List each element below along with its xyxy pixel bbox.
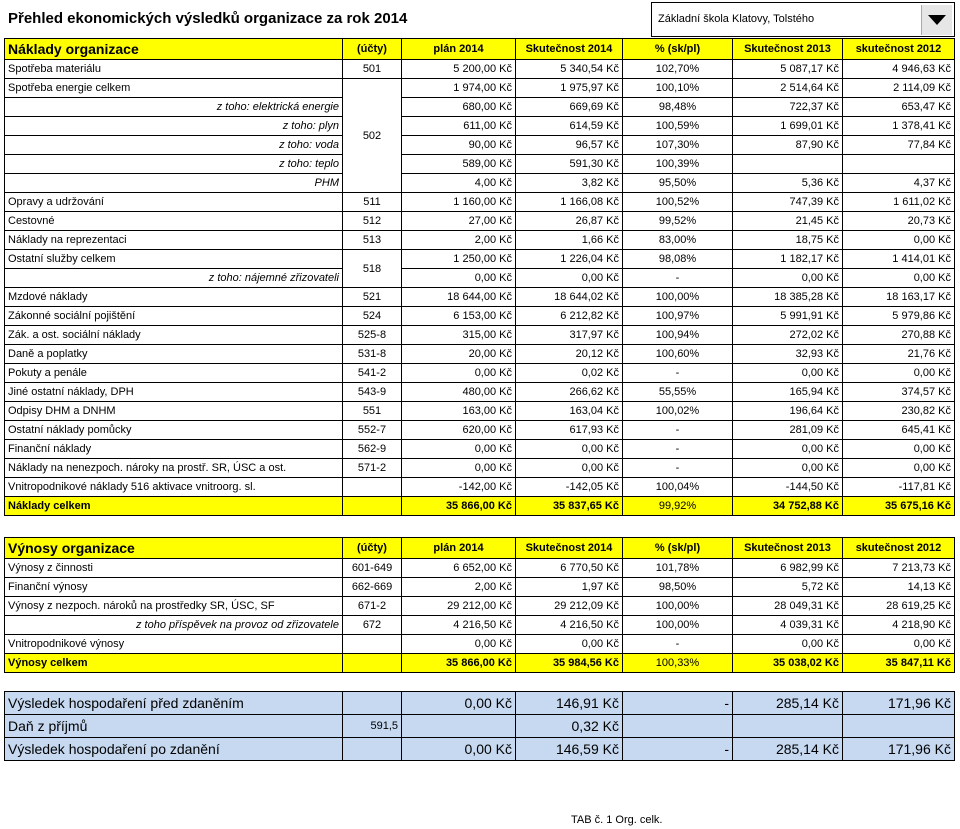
row-label: Finanční výnosy [5, 578, 343, 597]
table-row: z toho: teplo 589,00 Kč 591,30 Kč 100,39% [5, 155, 955, 174]
chevron-down-icon [928, 15, 946, 25]
col-actual-2013: Skutečnost 2013 [733, 39, 843, 60]
summary-row-after-tax: Výsledek hospodaření po zdanění 0,00 Kč 146,59 Kč - 285,14 Kč 171,96 Kč [5, 738, 955, 761]
table-row: Mzdové náklady 521 18 644,00 Kč 18 644,02 Kč 100,00% 18 385,28 Kč 18 163,17 Kč [5, 288, 955, 307]
row-label: Daně a poplatky [5, 345, 343, 364]
col-percent: % (sk/pl) [623, 39, 733, 60]
row-label: Zákonné sociální pojištění [5, 307, 343, 326]
row-label: Odpisy DHM a DNHM [5, 402, 343, 421]
costs-section-title: Náklady organizace [5, 39, 343, 60]
col-accounts: (účty) [343, 39, 402, 60]
table-row: Odpisy DHM a DNHM 551 163,00 Kč 163,04 Kč 100,02% 196,64 Kč 230,82 Kč [5, 402, 955, 421]
table-row: Spotřeba energie celkem 502 1 974,00 Kč 1 975,97 Kč 100,10% 2 514,64 Kč 2 114,09 Kč [5, 79, 955, 98]
table-row: z toho: voda 90,00 Kč 96,57 Kč 107,30% 87,90 Kč 77,84 Kč [5, 136, 955, 155]
table-row: Opravy a udržování 511 1 160,00 Kč 1 166,08 Kč 100,52% 747,39 Kč 1 611,02 Kč [5, 193, 955, 212]
row-label: Výnosy celkem [5, 654, 343, 673]
table-row: Náklady na reprezentaci 513 2,00 Kč 1,66 Kč 83,00% 18,75 Kč 0,00 Kč [5, 231, 955, 250]
costs-table [4, 38, 955, 516]
table-row: Vnitropodnikové náklady 516 aktivace vnitroorg. sl. -142,00 Kč -142,05 Kč 100,04% -144,50 Kč -117,81 Kč [5, 478, 955, 497]
row-label: Spotřeba materiálu [5, 60, 343, 79]
row-label: Náklady na nenezpoch. nároky na prostř. SR, ÚSC a ost. [5, 459, 343, 478]
revenues-section-title: Výnosy organizace [5, 538, 343, 559]
table-row: Spotřeba materiálu 501 5 200,00 Kč 5 340,54 Kč 102,70% 5 087,17 Kč 4 946,63 Kč [5, 60, 955, 79]
row-label: z toho: nájemné zřizovateli [5, 269, 343, 288]
row-label: Náklady na reprezentaci [5, 231, 343, 250]
revenues-header-row: Výnosy organizace (účty) plán 2014 Skutečnost 2014 % (sk/pl) Skutečnost 2013 skutečnost 2012 [5, 538, 955, 559]
table-row: Výnosy z činnosti 601-649 6 652,00 Kč 6 770,50 Kč 101,78% 6 982,99 Kč 7 213,73 Kč [5, 559, 955, 578]
row-label: z toho: plyn [5, 117, 343, 136]
col-actual-2012: skutečnost 2012 [843, 39, 955, 60]
table-row: Cestovné 512 27,00 Kč 26,87 Kč 99,52% 21,45 Kč 20,73 Kč [5, 212, 955, 231]
row-label: Výsledek hospodaření po zdanění [5, 738, 343, 761]
table-row: z toho: elektrická energie 680,00 Kč 669,69 Kč 98,48% 722,37 Kč 653,47 Kč [5, 98, 955, 117]
row-label: Mzdové náklady [5, 288, 343, 307]
organization-select[interactable] [651, 2, 955, 37]
row-label: z toho: teplo [5, 155, 343, 174]
row-label: Opravy a udržování [5, 193, 343, 212]
footer-label: TAB č. 1 Org. celk. [571, 814, 663, 826]
account-518: 518 [343, 250, 402, 288]
table-row: Pokuty a penále 541-2 0,00 Kč 0,02 Kč - 0,00 Kč 0,00 Kč [5, 364, 955, 383]
table-row: Zák. a ost. sociální náklady 525-8 315,00 Kč 317,97 Kč 100,94% 272,02 Kč 270,88 Kč [5, 326, 955, 345]
row-label: z toho příspěvek na provoz od zřizovatele [5, 616, 343, 635]
row-label: Pokuty a penále [5, 364, 343, 383]
row-label: z toho: voda [5, 136, 343, 155]
costs-total-row: Náklady celkem 35 866,00 Kč 35 837,65 Kč 99,92% 34 752,88 Kč 35 675,16 Kč [5, 497, 955, 516]
table-row: Náklady na nenezpoch. nároky na prostř. SR, ÚSC a ost. 571-2 0,00 Kč 0,00 Kč - 0,00 Kč 0,00 Kč [5, 459, 955, 478]
table-row: z toho příspěvek na provoz od zřizovatele 672 4 216,50 Kč 4 216,50 Kč 100,00% 4 039,31 Kč 4 218,90 Kč [5, 616, 955, 635]
table-row: Jiné ostatní náklady, DPH 543-9 480,00 Kč 266,62 Kč 55,55% 165,94 Kč 374,57 Kč [5, 383, 955, 402]
row-label: Výsledek hospodaření před zdaněním [5, 692, 343, 715]
table-row: Finanční náklady 562-9 0,00 Kč 0,00 Kč - 0,00 Kč 0,00 Kč [5, 440, 955, 459]
table-row: Výnosy z nezpoch. nároků na prostředky SR, ÚSC, SF 671-2 29 212,00 Kč 29 212,09 Kč 100,00% 28 049,31 Kč 28 619,25 Kč [5, 597, 955, 616]
table-row: Vnitropodnikové výnosy 0,00 Kč 0,00 Kč - 0,00 Kč 0,00 Kč [5, 635, 955, 654]
table-row: Zákonné sociální pojištění 524 6 153,00 Kč 6 212,82 Kč 100,97% 5 991,91 Kč 5 979,86 Kč [5, 307, 955, 326]
revenues-table [4, 537, 955, 673]
row-label: Ostatní služby celkem [5, 250, 343, 269]
row-label: Zák. a ost. sociální náklady [5, 326, 343, 345]
table-row: Daně a poplatky 531-8 20,00 Kč 20,12 Kč 100,60% 32,93 Kč 21,76 Kč [5, 345, 955, 364]
row-label: Jiné ostatní náklady, DPH [5, 383, 343, 402]
row-label: Finanční náklady [5, 440, 343, 459]
row-label: Výnosy z nezpoch. nároků na prostředky SR, ÚSC, SF [5, 597, 343, 616]
row-label: Daň z příjmů [5, 715, 343, 738]
organization-select-value: Základní škola Klatovy, Tolstého [658, 13, 815, 25]
row-label: Náklady celkem [5, 497, 343, 516]
table-row: z toho: plyn 611,00 Kč 614,59 Kč 100,59% 1 699,01 Kč 1 378,41 Kč [5, 117, 955, 136]
revenues-total-row: Výnosy celkem 35 866,00 Kč 35 984,56 Kč 100,33% 35 038,02 Kč 35 847,11 Kč [5, 654, 955, 673]
row-label: Spotřeba energie celkem [5, 79, 343, 98]
table-row: z toho: nájemné zřizovateli 0,00 Kč 0,00 Kč - 0,00 Kč 0,00 Kč [5, 269, 955, 288]
table-row: PHM 4,00 Kč 3,82 Kč 95,50% 5,36 Kč 4,37 Kč [5, 174, 955, 193]
row-label: Výnosy z činnosti [5, 559, 343, 578]
table-row: Finanční výnosy 662-669 2,00 Kč 1,97 Kč 98,50% 5,72 Kč 14,13 Kč [5, 578, 955, 597]
row-label: Vnitropodnikové výnosy [5, 635, 343, 654]
page-title: Přehled ekonomických výsledků organizace za rok 2014 [8, 10, 408, 27]
summary-row-pretax: Výsledek hospodaření před zdaněním 0,00 Kč 146,91 Kč - 285,14 Kč 171,96 Kč [5, 692, 955, 715]
table-row: Ostatní náklady pomůcky 552-7 620,00 Kč 617,93 Kč - 281,09 Kč 645,41 Kč [5, 421, 955, 440]
col-actual-2014: Skutečnost 2014 [516, 39, 623, 60]
table-row: Ostatní služby celkem 518 1 250,00 Kč 1 226,04 Kč 98,08% 1 182,17 Kč 1 414,01 Kč [5, 250, 955, 269]
row-label: Vnitropodnikové náklady 516 aktivace vnitroorg. sl. [5, 478, 343, 497]
summary-row-tax: Daň z příjmů 591,5 0,32 Kč [5, 715, 955, 738]
dropdown-button[interactable] [921, 5, 952, 35]
row-label: Ostatní náklady pomůcky [5, 421, 343, 440]
row-label: Cestovné [5, 212, 343, 231]
row-label: PHM [5, 174, 343, 193]
row-label: z toho: elektrická energie [5, 98, 343, 117]
col-plan-2014: plán 2014 [402, 39, 516, 60]
summary-table [4, 691, 955, 761]
costs-header-row [5, 39, 955, 60]
account-502: 502 [343, 79, 402, 193]
